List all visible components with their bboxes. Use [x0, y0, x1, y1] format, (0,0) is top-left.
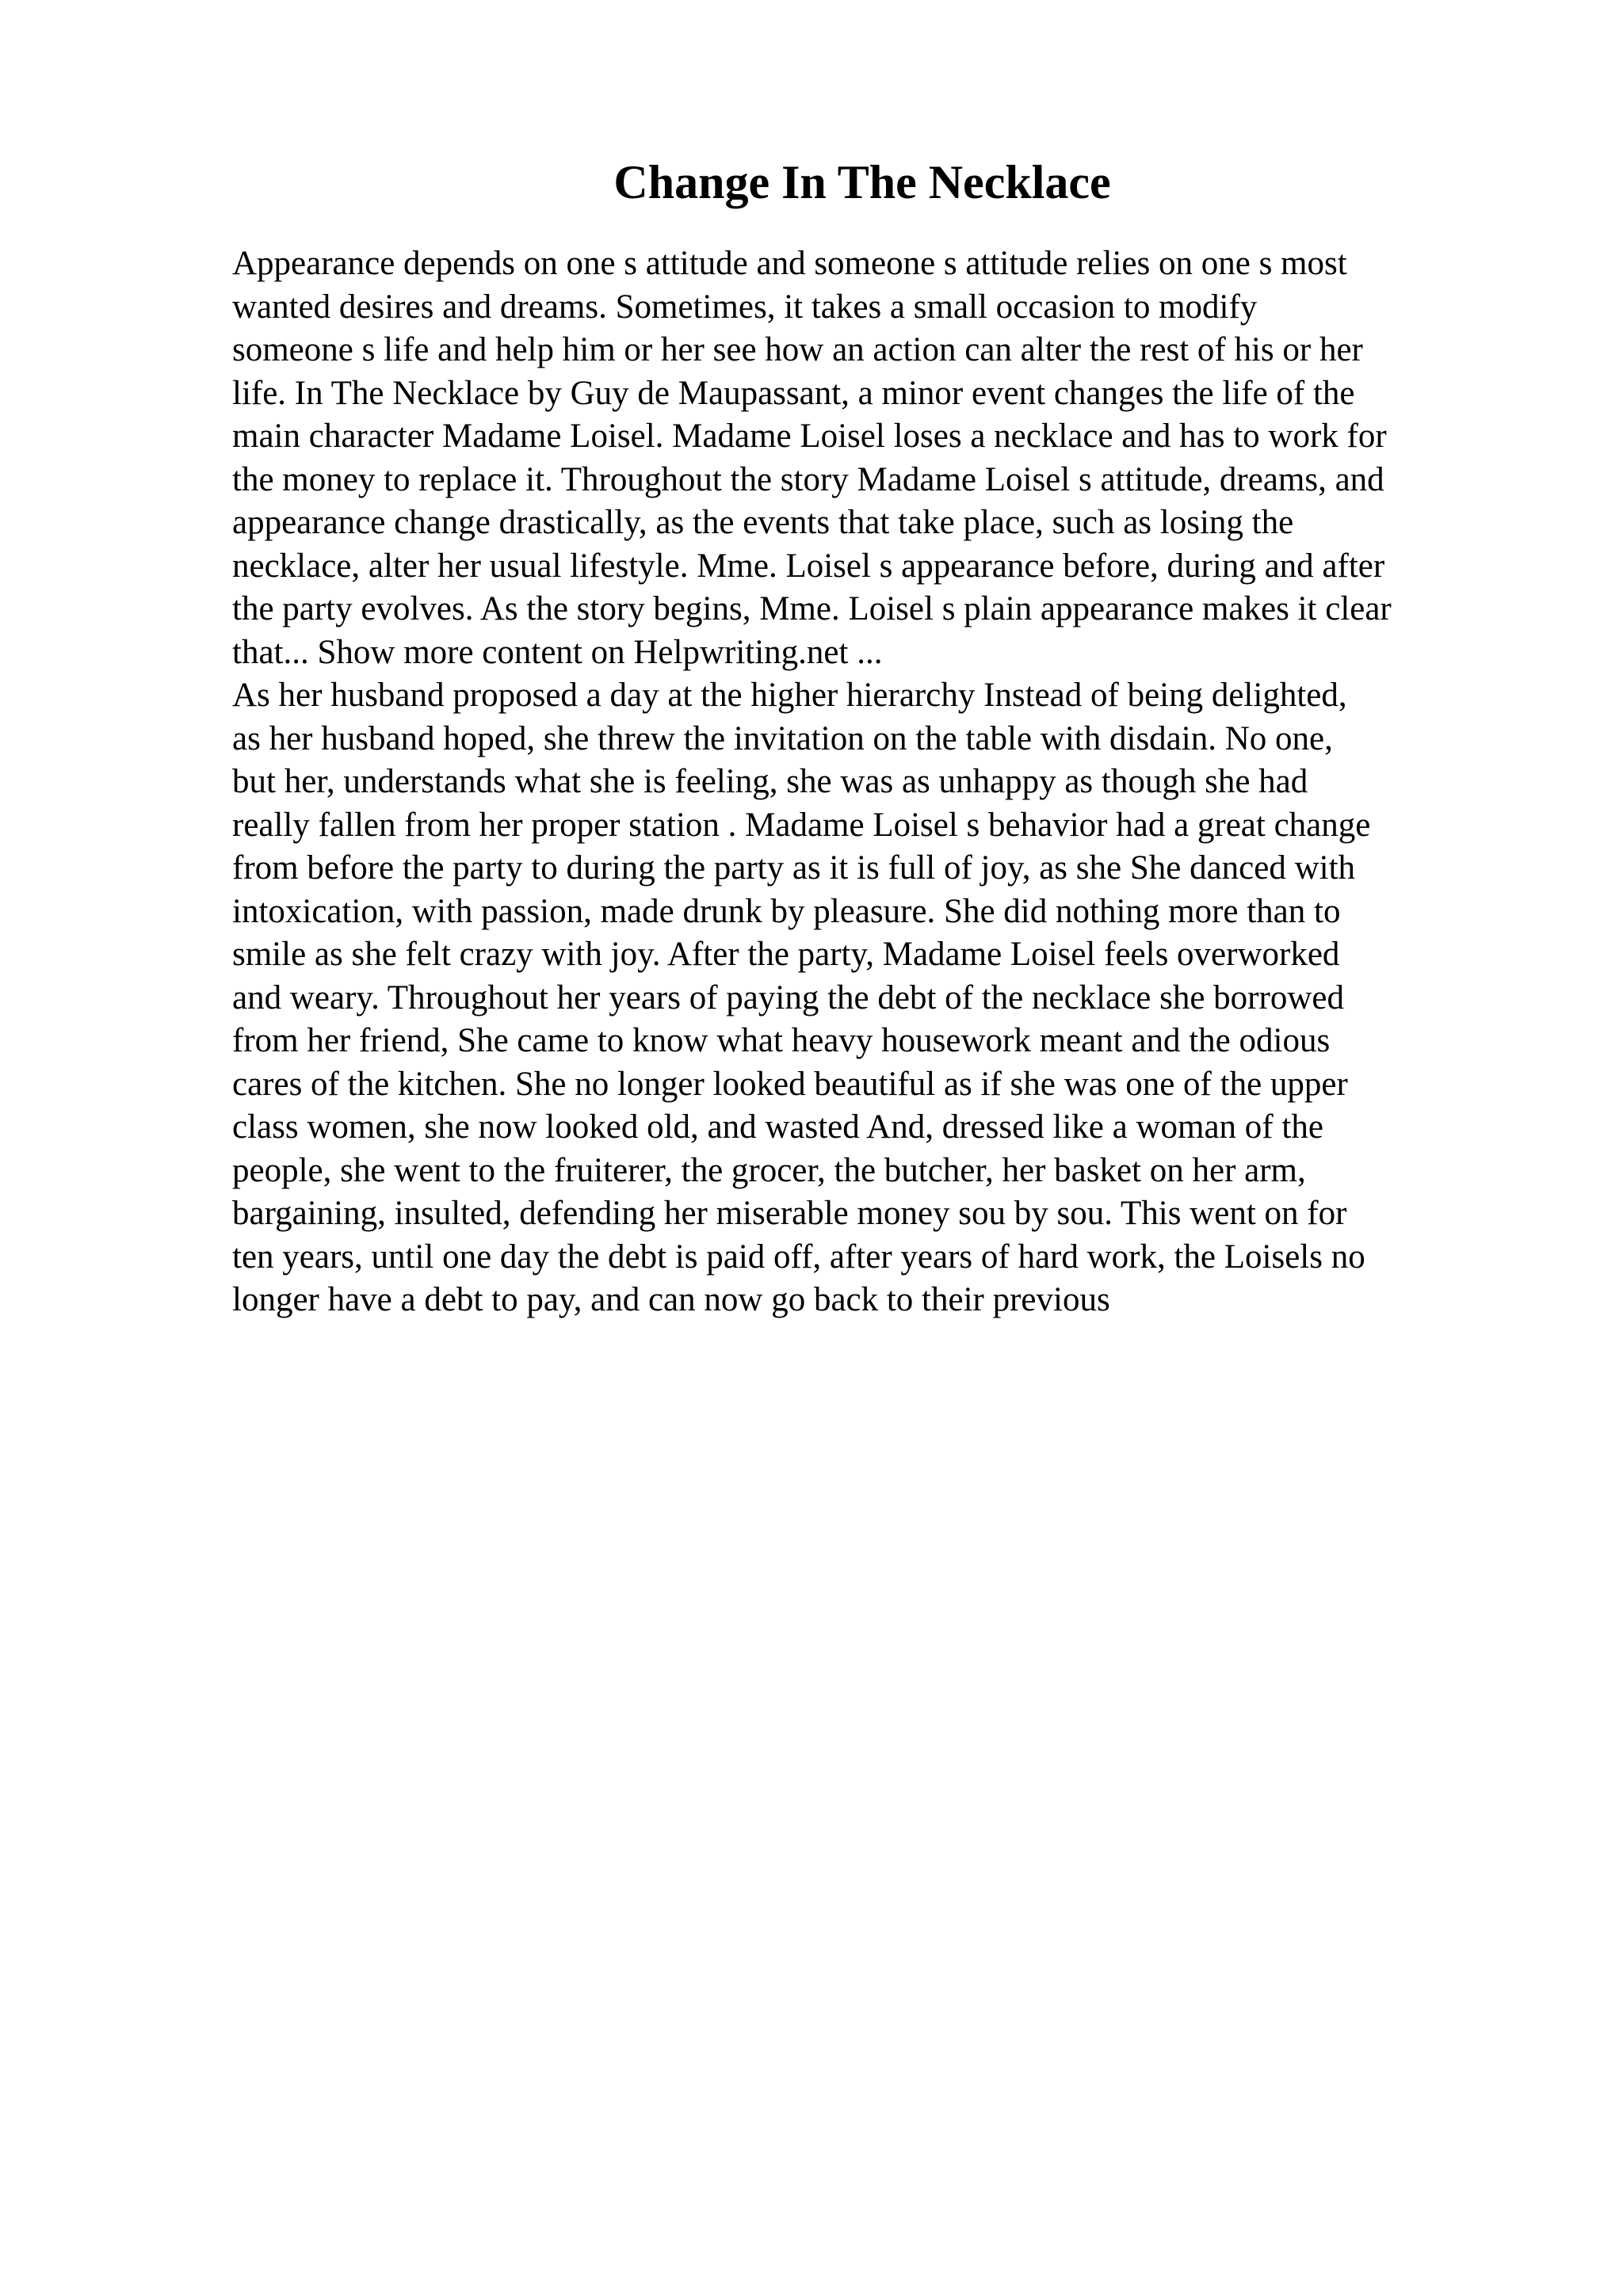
text-line: the money to replace it. Throughout the story Madame Loisel s attitude, dreams, and	[232, 460, 1384, 498]
text-line: bargaining, insulted, defending her miserable money sou by sou. This went on for	[232, 1195, 1347, 1232]
text-line: smile as she felt crazy with joy. After the party, Madame Loisel feels overworked	[232, 936, 1340, 973]
text-line: class women, she now looked old, and wasted And, dressed like a woman of the	[232, 1108, 1323, 1146]
text-line: from before the party to during the party as it is full of joy, as she She danced with	[232, 849, 1356, 887]
text-line: intoxication, with passion, made drunk by pleasure. She did nothing more than to	[232, 892, 1341, 930]
page-title: Change In The Necklace	[613, 156, 1111, 208]
text-line: Appearance depends on one s attitude and someone s attitude relies on one s most	[232, 245, 1347, 282]
text-line: cares of the kitchen. She no longer looked beautiful as if she was one of the upper	[232, 1065, 1348, 1103]
text-line: from her friend, She came to know what heavy housework meant and the odious	[232, 1022, 1331, 1059]
text-line: wanted desires and dreams. Sometimes, it takes a small occasion to modify	[232, 288, 1258, 326]
text-line: that... Show more content on Helpwriting.net ...	[232, 633, 883, 671]
text-line: really fallen from her proper station . Madame Loisel s behavior had a great change	[232, 806, 1371, 844]
text-line: and weary. Throughout her years of paying the debt of the necklace she borrowed	[232, 978, 1344, 1016]
text-line: appearance change drastically, as the events that take place, such as losing the	[232, 504, 1294, 541]
text-line: ten years, until one day the debt is paid off, after years of hard work, the Loisels no	[232, 1238, 1365, 1276]
text-line: life. In The Necklace by Guy de Maupassant, a minor event changes the life of the	[232, 374, 1355, 412]
text-line: necklace, alter her usual lifestyle. Mme. Loisel s appearance before, during and after	[232, 547, 1385, 585]
text-line: As her husband proposed a day at the higher hierarchy Instead of being delighted,	[232, 677, 1347, 714]
text-line: as her husband hoped, she threw the invitation on the table with disdain. No one,	[232, 719, 1333, 757]
essay-body	[232, 242, 1500, 1322]
text-line: but her, understands what she is feeling, she was as unhappy as though she had	[232, 763, 1308, 800]
text-line: someone s life and help him or her see how an action can alter the rest of his or her	[232, 331, 1363, 368]
text-line: longer have a debt to pay, and can now go back to their previous	[232, 1281, 1110, 1318]
text-line: the party evolves. As the story begins, Mme. Loisel s plain appearance makes it clear	[232, 590, 1392, 627]
text-line: people, she went to the fruiterer, the grocer, the butcher, her basket on her arm,	[232, 1151, 1306, 1189]
text-line: main character Madame Loisel. Madame Loisel loses a necklace and has to work for	[232, 418, 1387, 455]
